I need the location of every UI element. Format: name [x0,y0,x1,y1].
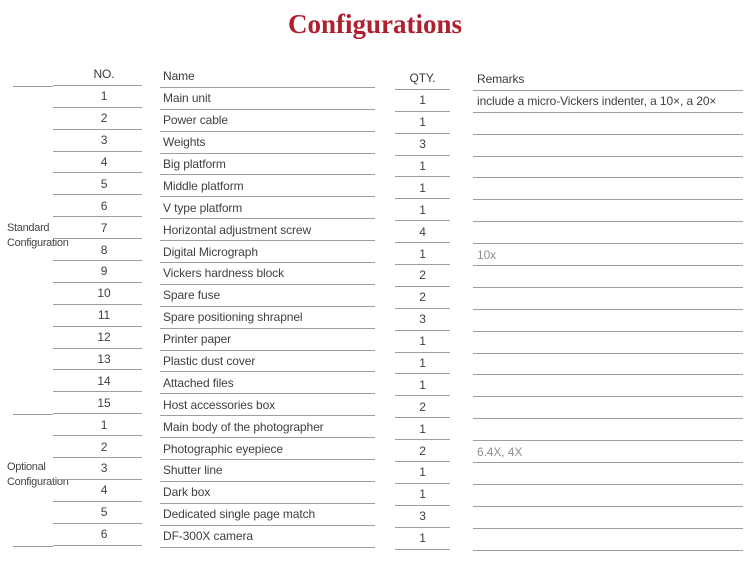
table-cell-no: 6 [53,195,142,217]
table-cell-remarks [473,222,743,244]
table-cell-qty: 1 [395,462,450,484]
column-header-name: Name [160,66,375,88]
table-cell-name: Weights [160,132,375,154]
column-name [160,66,375,548]
column-no [53,64,142,546]
section-label-line: Standard [7,222,50,234]
table-cell-no: 2 [53,108,142,130]
table-cell-remarks [473,200,743,222]
table-cell-remarks: 10x [473,244,743,266]
table-cell-qty: 2 [395,287,450,309]
table-cell-remarks [473,397,743,419]
table-cell-name: Middle platform [160,175,375,197]
table-cell-remarks [473,507,743,529]
column-header-qty: QTY. [395,68,450,90]
table-cell-qty: 1 [395,243,450,265]
column-no-rows [53,86,142,546]
table-cell-no: 3 [53,458,142,480]
section-divider-line [13,86,53,87]
table-cell-no: 5 [53,502,142,524]
table-cell-remarks [473,157,743,179]
table-cell-remarks [473,113,743,135]
section-divider-line [13,414,53,415]
table-cell-no: 1 [53,86,142,108]
table-cell-name: Big platform [160,154,375,176]
table-cell-no: 2 [53,436,142,458]
table-cell-name: Digital Micrograph [160,241,375,263]
table-cell-remarks [473,485,743,507]
section-label-line: Configuration [7,237,69,249]
table-cell-remarks [473,332,743,354]
column-name-rows [160,88,375,548]
table-cell-remarks [473,266,743,288]
table-cell-name: Photographic eyepiece [160,438,375,460]
table-cell-no: 5 [53,173,142,195]
table-cell-qty: 1 [395,484,450,506]
section-label-line: Configuration [7,476,69,488]
table-cell-qty: 1 [395,199,450,221]
table-cell-qty: 1 [395,331,450,353]
table-cell-no: 1 [53,414,142,436]
table-cell-qty: 2 [395,440,450,462]
table-cell-no: 8 [53,239,142,261]
table-cell-remarks [473,529,743,551]
table-cell-name: Horizontal adjustment screw [160,219,375,241]
table-cell-qty: 3 [395,506,450,528]
table-cell-remarks [473,310,743,332]
table-cell-name: Attached files [160,372,375,394]
table-cell-remarks: include a micro-Vickers indenter, a 10×, a 20× [473,91,743,113]
table-cell-qty: 1 [395,90,450,112]
column-qty [395,68,450,550]
table-cell-qty: 2 [395,396,450,418]
table-cell-name: DF-300X camera [160,526,375,548]
table-cell-no: 11 [53,305,142,327]
table-cell-name: V type platform [160,197,375,219]
table-cell-no: 12 [53,327,142,349]
table-cell-no: 14 [53,370,142,392]
table-cell-no: 4 [53,480,142,502]
table-cell-name: Shutter line [160,460,375,482]
table-cell-no: 6 [53,524,142,546]
table-cell-qty: 1 [395,418,450,440]
column-header-remarks: Remarks [473,69,743,91]
table-cell-name: Main body of the photographer [160,416,375,438]
table-cell-no: 7 [53,217,142,239]
table-cell-remarks [473,288,743,310]
table-cell-name: Vickers hardness block [160,263,375,285]
table-cell-qty: 1 [395,112,450,134]
table-cell-qty: 1 [395,353,450,375]
table-cell-qty: 1 [395,374,450,396]
configurations-table [0,64,750,564]
column-qty-rows [395,90,450,550]
table-cell-no: 4 [53,152,142,174]
table-cell-remarks [473,178,743,200]
table-cell-no: 9 [53,261,142,283]
section-divider-line [13,546,53,547]
table-cell-qty: 2 [395,265,450,287]
table-cell-no: 13 [53,349,142,371]
table-cell-qty: 3 [395,309,450,331]
table-cell-no: 15 [53,392,142,414]
table-cell-remarks: 6.4X, 4X [473,441,743,463]
table-cell-qty: 1 [395,528,450,550]
table-cell-remarks [473,463,743,485]
table-cell-name: Dark box [160,482,375,504]
column-header-no: NO. [53,64,142,86]
table-cell-qty: 1 [395,177,450,199]
column-remarks [473,69,743,551]
table-cell-name: Power cable [160,110,375,132]
table-cell-name: Spare positioning shrapnel [160,307,375,329]
table-cell-name: Main unit [160,88,375,110]
table-cell-remarks [473,375,743,397]
table-cell-name: Spare fuse [160,285,375,307]
table-cell-qty: 1 [395,156,450,178]
table-cell-no: 10 [53,283,142,305]
table-cell-name: Dedicated single page match [160,504,375,526]
table-cell-remarks [473,419,743,441]
table-cell-remarks [473,354,743,376]
table-cell-remarks [473,135,743,157]
table-cell-qty: 4 [395,221,450,243]
section-label-line: Optional [7,461,46,473]
page-title: Configurations [287,9,463,39]
column-remarks-rows [473,91,743,551]
table-cell-qty: 3 [395,134,450,156]
table-cell-name: Plastic dust cover [160,351,375,373]
table-cell-name: Host accessories box [160,394,375,416]
table-cell-no: 3 [53,130,142,152]
table-cell-name: Printer paper [160,329,375,351]
